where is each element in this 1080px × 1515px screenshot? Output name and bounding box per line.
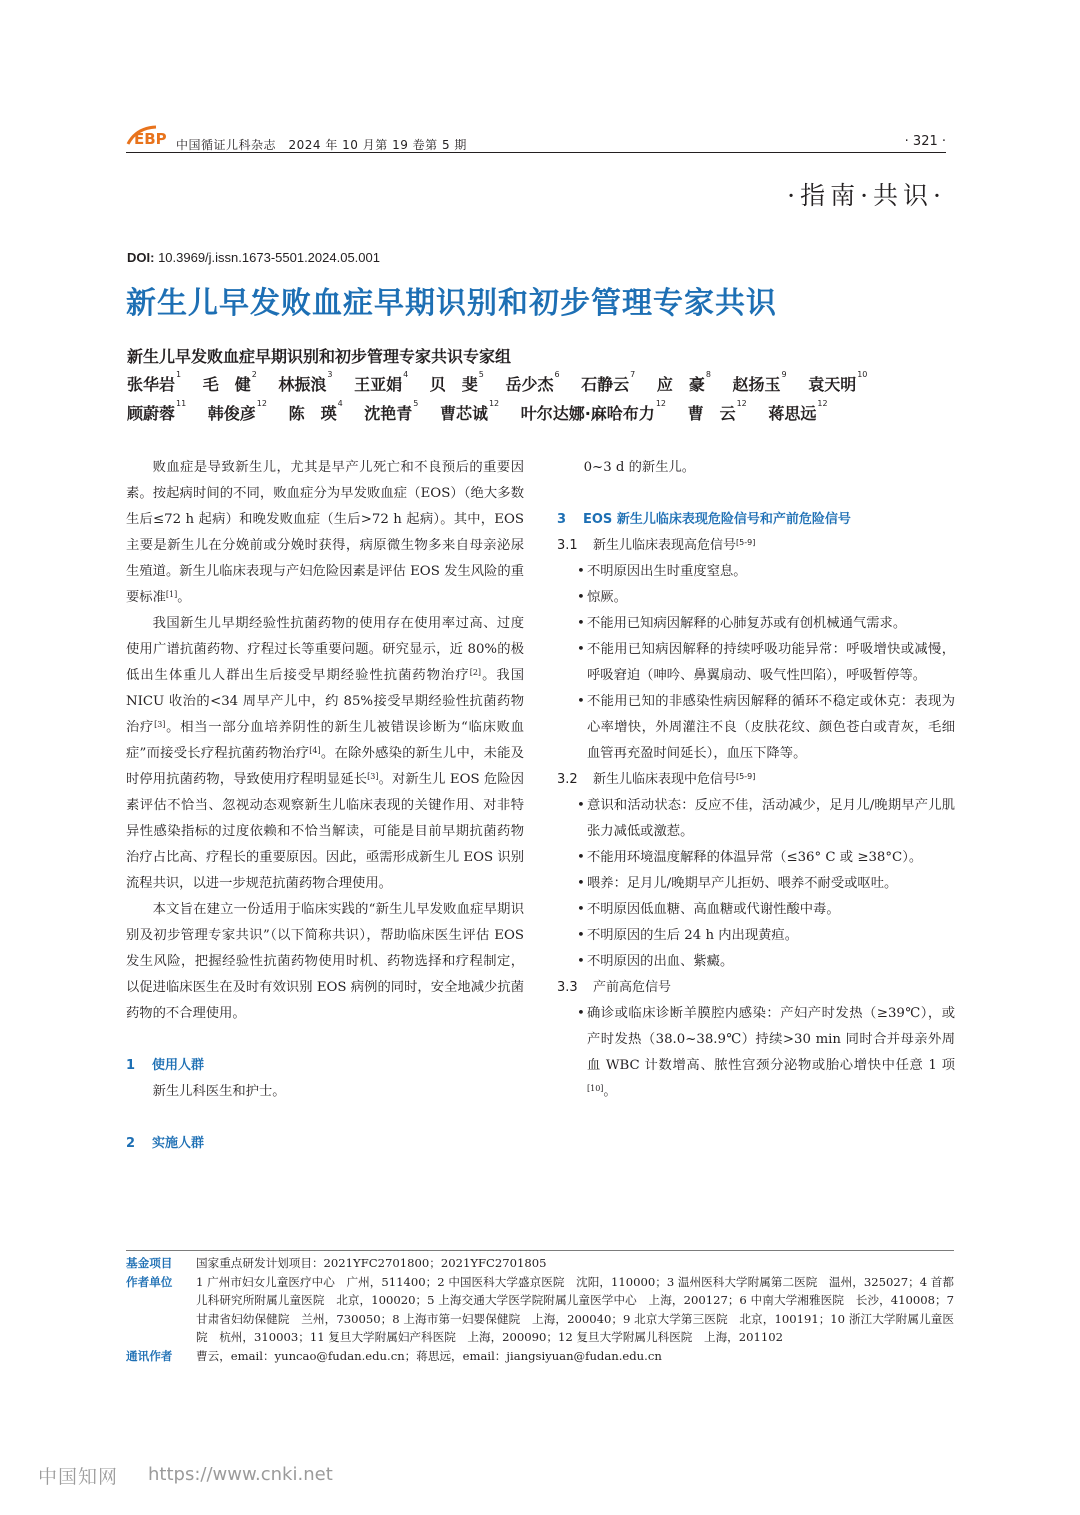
- list-item: • 不能用已知病因解释的持续呼吸功能异常：呼吸增快或减慢，呼吸窘迫（呻吟、鼻翼扇动、吸气性凹陷），呼吸暂停等。: [557, 637, 955, 689]
- doi-label: DOI:: [127, 250, 155, 265]
- corresponding-text[interactable]: 曹云，email：yuncao@fudan.edu.cn；蒋思远，email：jiangsiyuan@fudan.edu.cn: [196, 1348, 662, 1363]
- section-1-heading: 1 使用人群: [126, 1058, 205, 1073]
- intro-paragraph-1: 败血症是导致新生儿，尤其是早产儿死亡和不良预后的重要因素。按起病时间的不同，败血症分为早发败血症（EOS）（绝大多数生后≤72 h 起病）和晚发败血症（生后>72 h 起病）。其中，EOS 主要是新生儿在分娩前或分娩时获得，病原微生物多来自母亲泌尿生殖道。新生儿临床表现与产妇危险因素是评估 EOS 发生风险的重要标准[1]。: [126, 460, 524, 605]
- authors-line-1: [127, 372, 947, 395]
- list-item: • 不明原因的出血、紫癜。: [557, 949, 955, 975]
- high-risk-signs-list: [557, 559, 955, 767]
- article-title: 新生儿早发败血症早期识别和初步管理专家共识: [126, 286, 777, 321]
- citation[interactable]: [3]: [367, 772, 379, 781]
- author: 曹芯诚$^{12}$: [439, 399, 500, 423]
- section-3-1-heading: 3.1 新生儿临床表现高危信号[5-9]: [557, 538, 756, 553]
- section-3-heading: 3 EOS 新生儿临床表现危险信号和产前危险信号: [557, 512, 851, 527]
- page-number: · 321 ·: [904, 134, 946, 149]
- cnki-watermark-url[interactable]: https://www.cnki.net: [148, 1464, 333, 1485]
- author-group: 新生儿早发败血症早期识别和初步管理专家共识专家组: [127, 347, 512, 366]
- list-item: • 不能用已知的非感染性病因解释的循环不稳定或休克：表现为心率增快，外周灌注不良（皮肤花纹、颜色苍白或青灰，毛细血管再充盈时间延长），血压下降等。: [557, 689, 955, 767]
- section-2-continued: 0~3 d 的新生儿。: [583, 460, 696, 475]
- journal-header: 中国循证儿科杂志 2024 年 10 月第 19 卷第 5 期: [176, 138, 467, 152]
- author: 叶尔达娜·麻哈布力$^{12}$: [520, 399, 666, 423]
- list-item: • 不明原因出生时重度窒息。: [557, 559, 955, 585]
- author: 贝 斐$^5$: [429, 370, 484, 394]
- authors-line-2: [127, 401, 947, 424]
- list-item: • 惊厥。: [557, 585, 955, 611]
- citation[interactable]: [5-9]: [736, 538, 756, 547]
- author: 应 豪$^8$: [656, 370, 711, 394]
- citation[interactable]: [5-9]: [736, 772, 756, 781]
- author: 沈艳青$^5$: [364, 399, 419, 423]
- list-item: • 不能用环境温度解释的体温异常（≤36° C 或 ≥38°C）。: [557, 845, 955, 871]
- affiliation-row: [126, 1273, 954, 1347]
- funding-label: 基金项目: [126, 1256, 173, 1270]
- mid-risk-signs-list: [557, 793, 955, 975]
- list-item: • 确诊或临床诊断羊膜腔内感染：产妇产时发热（≥39℃），或产时发热（38.0~38.9℃）持续>30 min 同时合并母亲外周血 WBC 计数增高、脓性宫颈分泌物或胎心增快中任意 1 项[10]。: [557, 1001, 955, 1105]
- prenatal-signs-list: [557, 1001, 955, 1105]
- author: 王亚娟$^4$: [354, 370, 409, 394]
- intro-paragraph-3: 本文旨在建立一份适用于临床实践的“新生儿早发败血症早期识别及初步管理专家共识”（以下简称共识），帮助临床医生评估 EOS 发生风险，把握经验性抗菌药物使用时机、药物选择和疗程制定，以促进临床医生在及时有效识别 EOS 病例的同时，安全地减少抗菌药物的不合理使用。: [126, 902, 524, 1021]
- list-item: • 意识和活动状态：反应不佳，活动减少，足月儿/晚期早产儿肌张力减低或激惹。: [557, 793, 955, 845]
- list-item: • 不明原因的生后 24 h 内出现黄疸。: [557, 923, 955, 949]
- affiliation-text: 1 广州市妇女儿童医疗中心 广州，511400；2 中国医科大学盛京医院 沈阳，110000；3 温州医科大学附属第二医院 温州，325027；4 首都儿科研究所附属儿童医院 北京，100020；5 上海交通大学医学院附属儿童医学中心 上海，200127；6 中南大学湘雅医院 长沙，410008；7 甘肃省妇幼保健院 兰州，730050；8 上海市第一妇婴保健院 上海，200040；9 北京大学第三医院 北京，100191；10 浙江大学附属儿童医院 杭州，310003；11 复旦大学附属妇产科医院 上海，200090；12 复旦大学附属儿科医院 上海，201102: [196, 1274, 954, 1344]
- logo-text: EBP: [134, 130, 167, 148]
- cnki-watermark-logo: 中国知网: [38, 1466, 119, 1488]
- citation[interactable]: [3]: [154, 720, 166, 729]
- author: 赵扬玉$^9$: [732, 370, 787, 394]
- author: 蒋思远$^{12}$: [768, 399, 828, 423]
- footnote-divider: [126, 1250, 954, 1251]
- author: 毛 健$^2$: [202, 370, 257, 394]
- journal-logo: [126, 124, 170, 150]
- list-item: • 不明原因低血糖、高血糖或代谢性酸中毒。: [557, 897, 955, 923]
- intro-paragraph-2: 我国新生儿早期经验性抗菌药物的使用存在使用率过高、过度使用广谱抗菌药物、疗程过长等重要问题。研究显示，近 80%的极低出生体重儿人群出生后接受早期经验性抗菌药物治疗[2]。我国 NICU 收治的<34 周早产儿中，约 85%接受早期经验性抗菌药物治疗[3]。相当一部分血培养阴性的新生儿被错误诊断为“临床败血症”而接受长疗程抗菌药物治疗[4]。在除外感染的新生儿中，未能及时停用抗菌药物，导致使用疗程明显延长[3]。对新生儿 EOS 危险因素评估不恰当、忽视动态观察新生儿临床表现的关键作用、对非特异性感染指标的过度依赖和不恰当解读，可能是目前早期抗菌药物治疗占比高、疗程长的重要原因。因此，亟需形成新生儿 EOS 识别流程共识，以进一步规范抗菌药物合理使用。: [126, 616, 525, 891]
- list-item: • 喂养：足月儿/晚期早产儿拒奶、喂养不耐受或呕吐。: [557, 871, 955, 897]
- author: 石静云$^7$: [581, 370, 636, 394]
- citation[interactable]: [1]: [165, 590, 178, 599]
- section-3-2-heading: 3.2 新生儿临床表现中危信号[5-9]: [557, 772, 756, 787]
- citation[interactable]: [10]: [587, 1084, 604, 1093]
- citation[interactable]: [4]: [309, 746, 321, 755]
- author: 陈 瑛$^4$: [288, 399, 343, 423]
- footnotes: [126, 1254, 954, 1365]
- author: 韩俊彦$^{12}$: [207, 399, 267, 423]
- corresponding-label: 通讯作者: [126, 1348, 173, 1363]
- header-divider: [126, 152, 946, 153]
- section-2-heading: 2 实施人群: [126, 1136, 205, 1151]
- left-column: [126, 455, 524, 1157]
- author: 岳少杰$^6$: [505, 370, 560, 394]
- corresponding-row: [126, 1347, 954, 1366]
- citation[interactable]: [2]: [469, 668, 482, 677]
- doi-value[interactable]: 10.3969/j.issn.1673-5501.2024.05.001: [154, 250, 380, 265]
- funding-text: 国家重点研发计划项目：2021YFC2701800；2021YFC2701805: [196, 1256, 547, 1270]
- section-3-3-heading: 3.3 产前高危信号: [557, 980, 672, 995]
- author: 林振浪$^3$: [278, 370, 333, 394]
- affiliation-label: 作者单位: [126, 1274, 173, 1289]
- right-column: [557, 455, 955, 1105]
- doi: [127, 250, 380, 265]
- author: 曹 云$^{12}$: [687, 399, 747, 423]
- author: 袁天明$^{10}$: [808, 370, 868, 394]
- section-1-text: 新生儿科医生和护士。: [152, 1084, 286, 1099]
- section-label: ·指南·共识·: [787, 181, 946, 210]
- author: 顾蔚蓉$^{11}$: [127, 399, 187, 423]
- author: 张华岩$^1$: [127, 370, 182, 394]
- funding-row: [126, 1254, 954, 1273]
- list-item: • 不能用已知病因解释的心肺复苏或有创机械通气需求。: [557, 611, 955, 637]
